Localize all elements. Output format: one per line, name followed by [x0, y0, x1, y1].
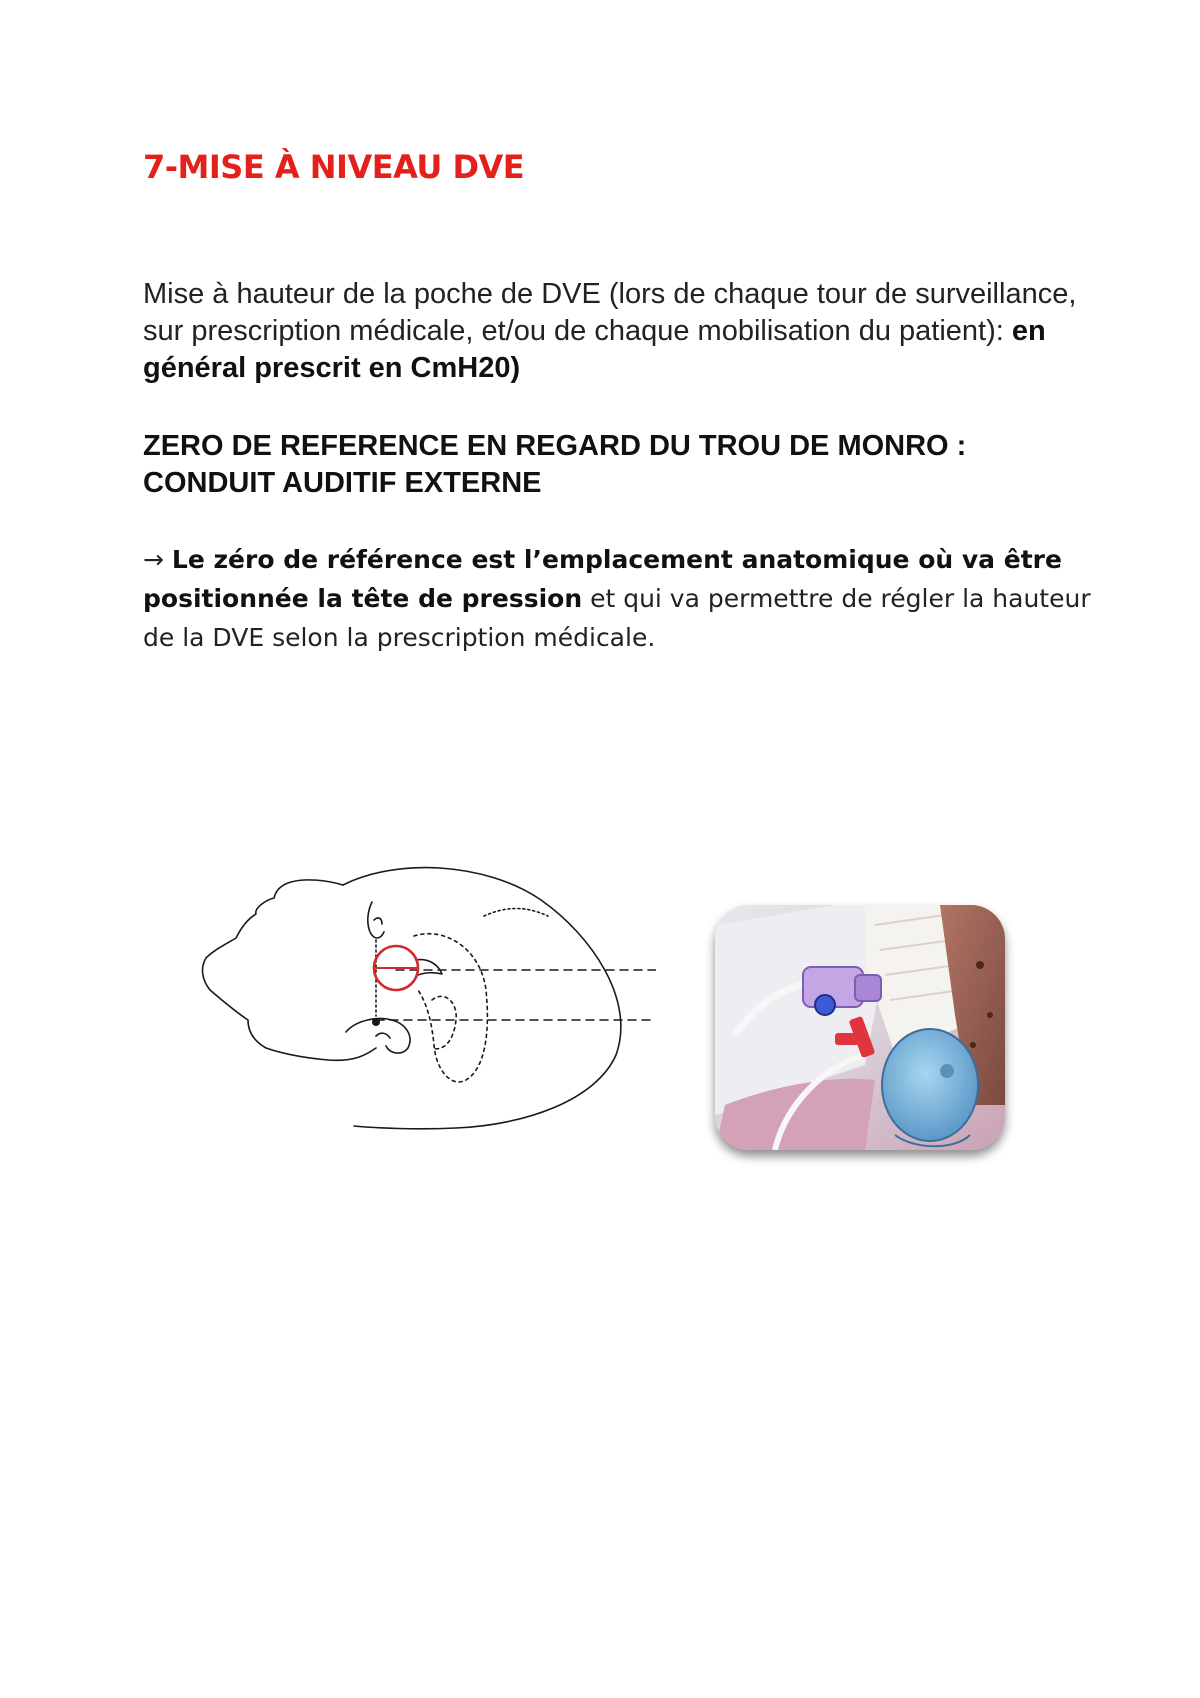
definition-text: et qui va permettre de régler la hauteur de la DVE selon la prescription médicale.: [143, 584, 1091, 652]
definition-bold-text: Le zéro de référence est l’emplacement anatomique où va être positionnée la tête de pression: [143, 545, 1062, 613]
intro-text: Mise à hauteur de la poche de DVE (lors de chaque tour de surveillance, sur prescription médicale, et/ou de chaque mobilisation du patient):: [143, 278, 1077, 347]
skull-outline: [343, 868, 621, 1129]
pressure-transducer-photo: [715, 905, 1005, 1150]
intro-bold-text: en général prescrit en CmH20): [143, 315, 1046, 384]
face-profile: [203, 880, 376, 1060]
section-title: 7-MISE À NIVEAU DVE: [143, 148, 525, 186]
intro-paragraph: [143, 276, 1103, 387]
reference-zero-heading: ZERO DE REFERENCE EN REGARD DU TROU DE MONRO : CONDUIT AUDITIF EXTERNE: [143, 430, 967, 499]
arrow-icon: →: [143, 545, 164, 574]
definition-paragraph: [143, 540, 1103, 657]
head-profile-diagram: [196, 840, 656, 1130]
